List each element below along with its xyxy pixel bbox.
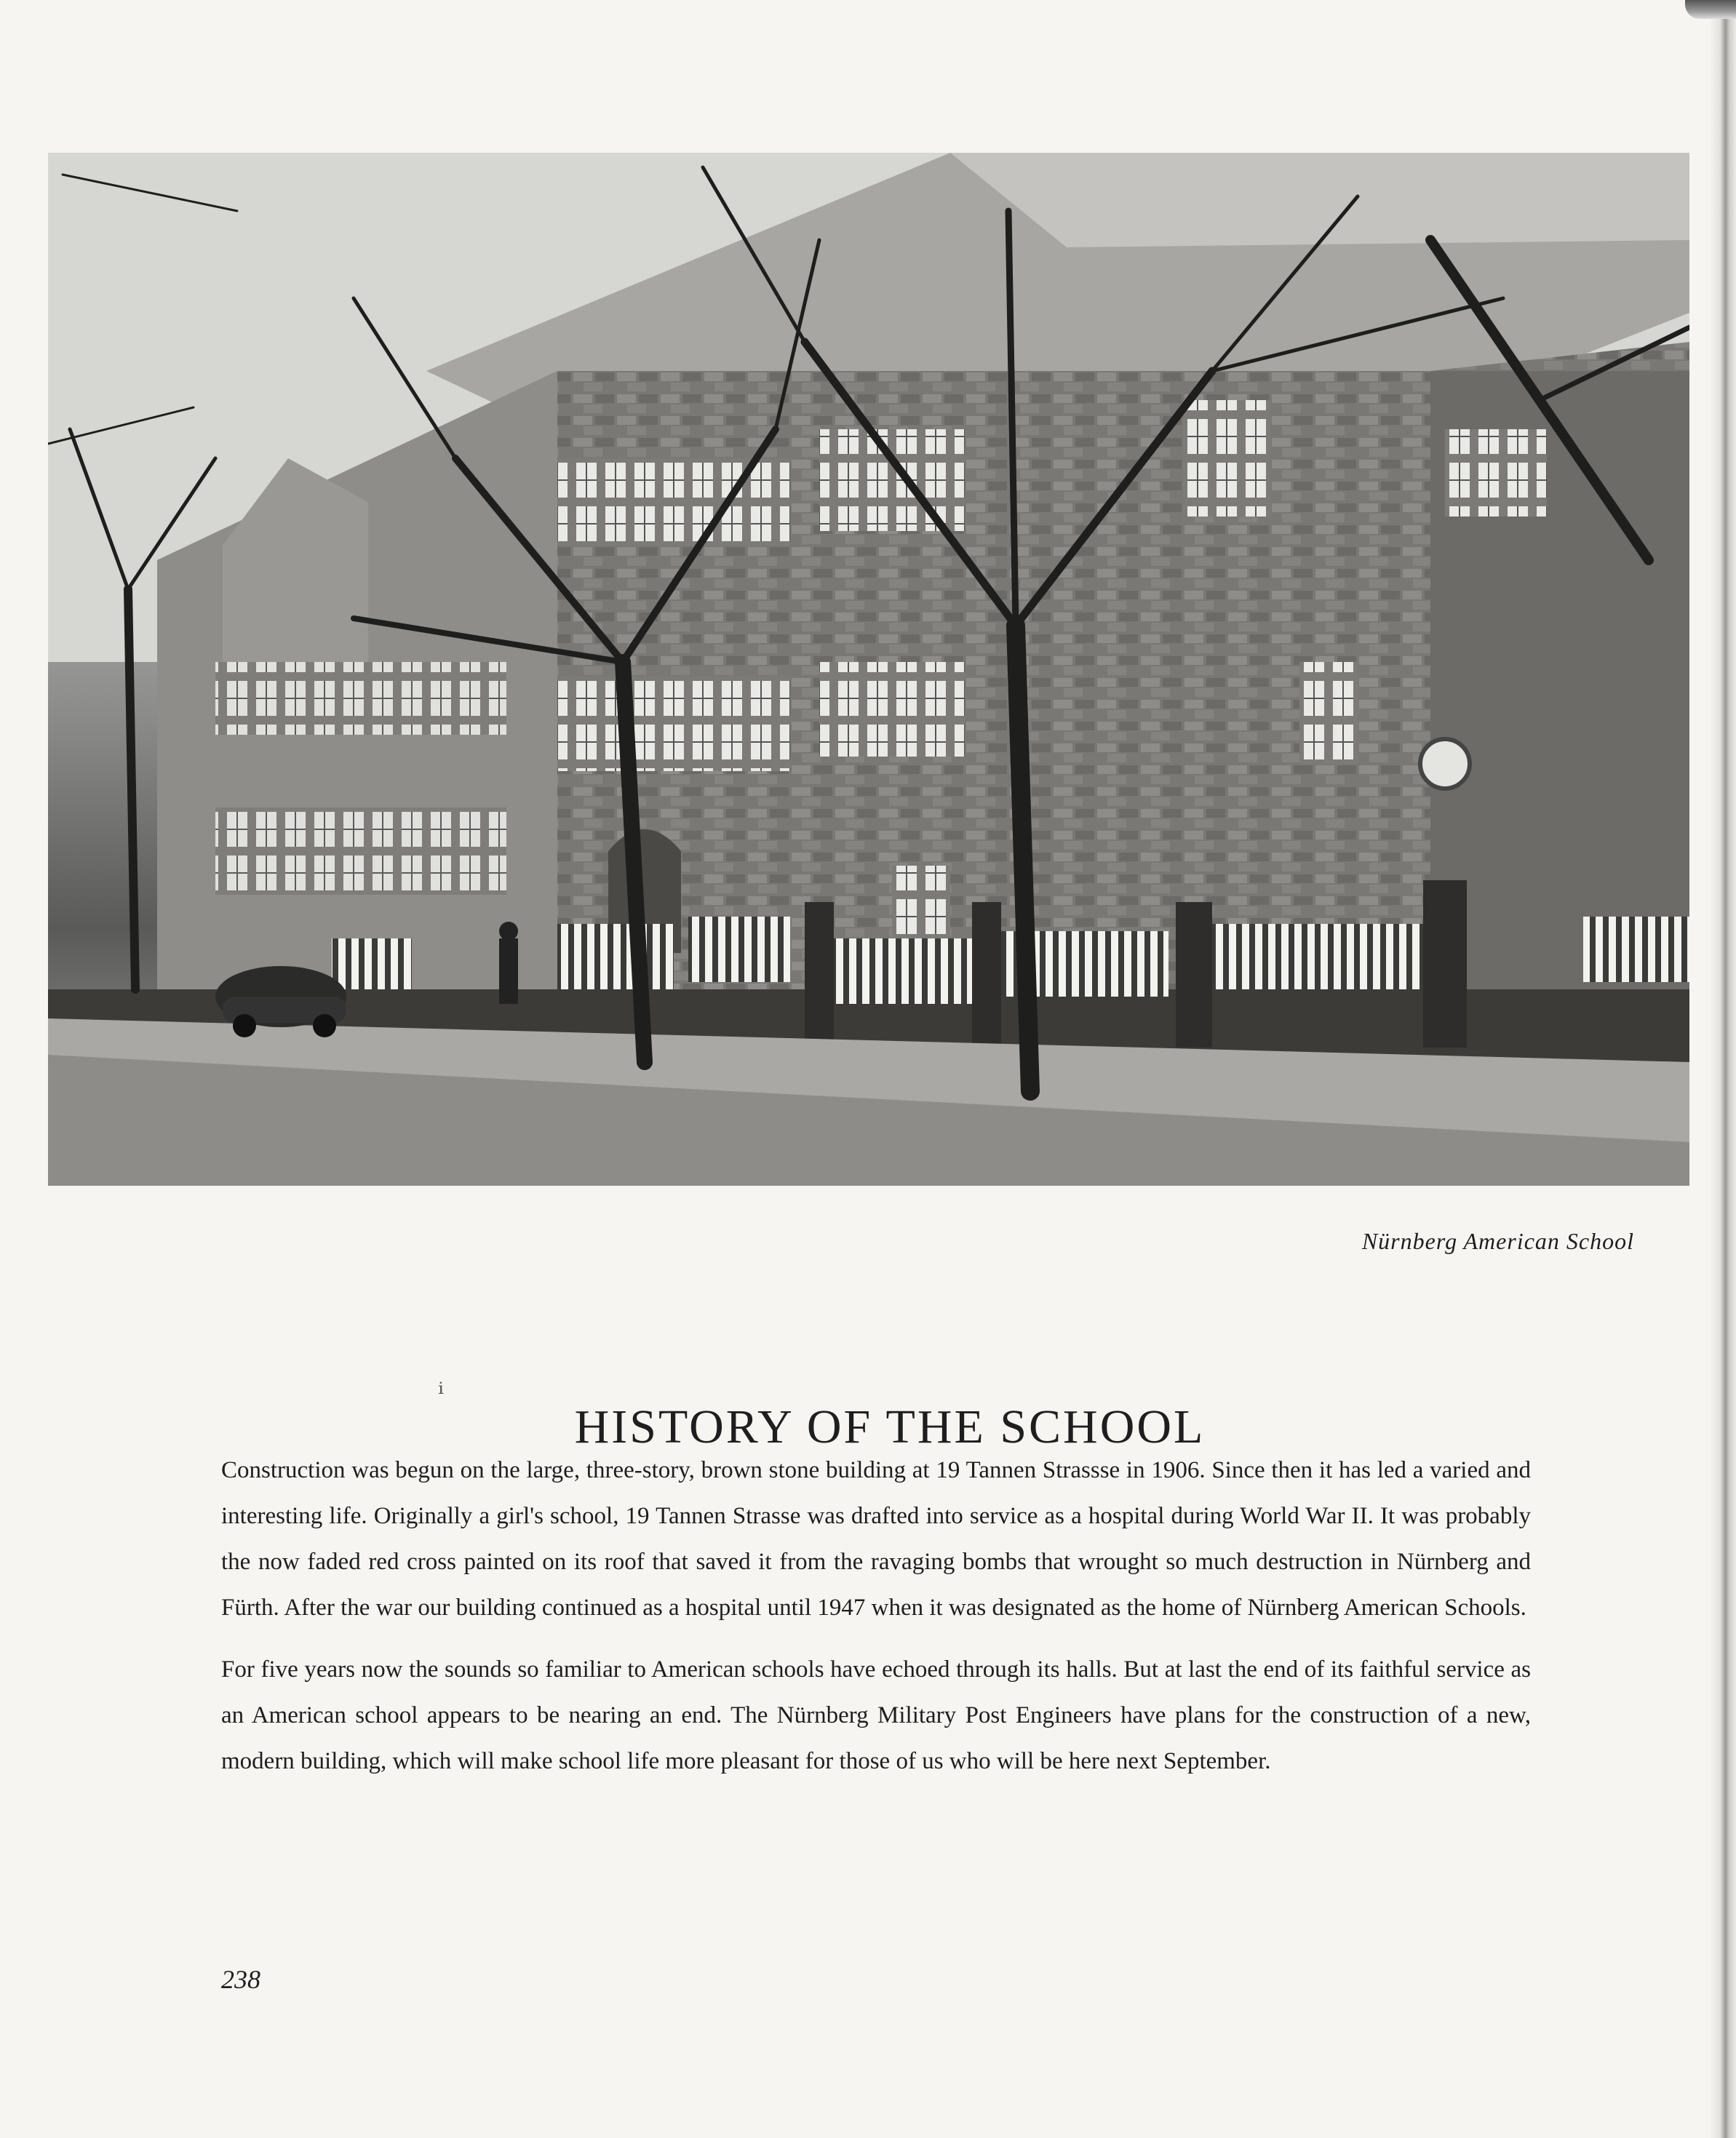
- scan-corner-mark: [1685, 0, 1736, 19]
- article-body: [221, 1448, 1531, 1800]
- margin-mark: ⁱ: [438, 1377, 445, 1410]
- page-number: 238: [221, 1965, 260, 1994]
- school-building-illustration: [48, 153, 1689, 1186]
- school-building-photo: [48, 153, 1689, 1186]
- photo-caption: Nürnberg American School: [1361, 1228, 1634, 1254]
- paragraph: For five years now the sounds so familiar to American schools have echoed through its halls. But at last the end of its faithful service as an American school appears to be nearing an end. The Nürnberg Military Post Engineers have plans for the construction of a new, modern building, which will make school life more pleasant for those of us who will be here next September.: [221, 1656, 1531, 1774]
- paragraph: Construction was begun on the large, three-story, brown stone building at 19 Tannen Strassse in 1906. Since then it has led a varied and interesting life. Originally a girl's school, 19 Tannen Strasse was drafted into service as a hospital during World War II. It was probably the now faded red cross painted on its roof that saved it from the ravaging bombs that wrought so much destruction in Nürnberg and Fürth. After the war our building continued as a hospital until 1947 when it was designated as the home of Nürnberg American Schools.: [221, 1457, 1531, 1621]
- page-title: HISTORY OF THE SCHOOL: [574, 1400, 1206, 1454]
- page-binding-edge: [1710, 0, 1736, 2138]
